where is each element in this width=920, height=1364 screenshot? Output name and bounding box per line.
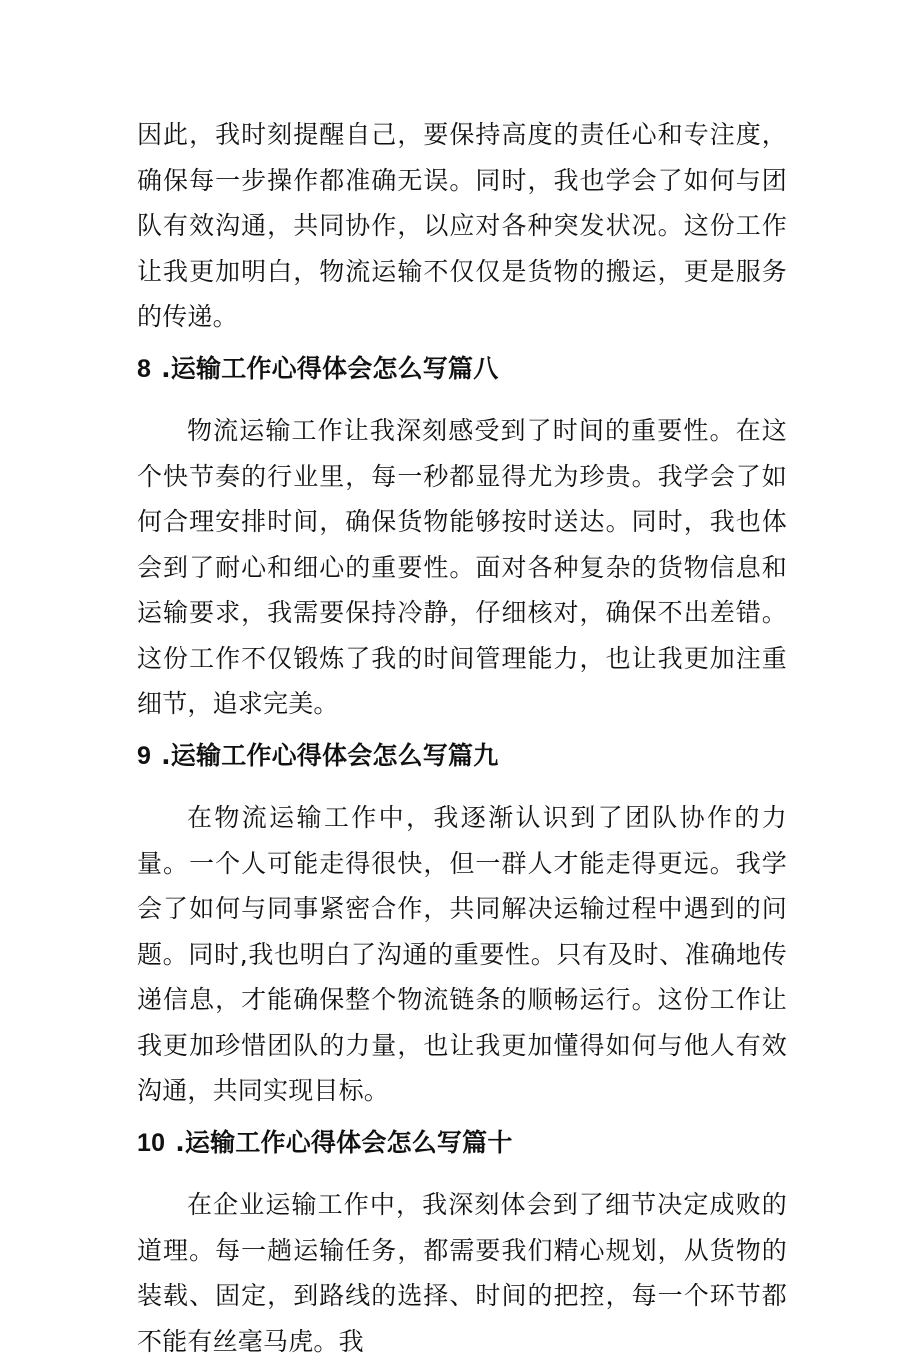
paragraph-continuation: 因此，我时刻提醒自己，要保持高度的责任心和专注度，确保每一步操作都准确无误。同时，我也学会了如何与团队有效沟通，共同协作，以应对各种突发状况。这份工作让我更加明白，物流运输不仅仅是货物的搬运，更是服务的传递。: [137, 120, 787, 331]
section-body-8: 物流运输工作让我深刻感受到了时间的重要性。在这个快节奏的行业里，每一秒都显得尤为珍贵。我学会了如何合理安排时间，确保货物能够按时送达。同时，我也体会到了耐心和细心的重要性。面对各种复杂的货物信息和运输要求，我需要保持冷静，仔细核对，确保不出差错。这份工作不仅锻炼了我的时间管理能力，也让我更加注重细节，追求完美。: [137, 416, 787, 718]
section-number: 8: [137, 354, 152, 383]
section-title: .运输工作心得体会怎么写篇九: [161, 740, 499, 770]
section-body-9: 在物流运输工作中，我逐渐认识到了团队协作的力量。一个人可能走得很快，但一群人才能走得更远。我学会了如何与同事紧密合作，共同解决运输过程中遇到的问题。同时,我也明白了沟通的重要性。只有及时、准确地传递信息，才能确保整个物流链条的顺畅运行。这份工作让我更加珍惜团队的力量，也让我更加懂得如何与他人有效沟通，共同实现目标。: [137, 803, 787, 1105]
section-number: 9: [137, 741, 152, 770]
spacer: [137, 1166, 787, 1182]
spacer: [137, 779, 787, 795]
section-heading-10: [137, 1120, 787, 1167]
section-heading-8: [137, 346, 787, 393]
section-heading-9: [137, 733, 787, 780]
section-title: .运输工作心得体会怎么写篇十: [175, 1127, 513, 1157]
section-body-10: 在企业运输工作中，我深刻体会到了细节决定成败的道理。每一趟运输任务，都需要我们精心规划，从货物的装载、固定，到路线的选择、时间的把控，每一个环节都不能有丝毫马虎。我: [137, 1190, 787, 1356]
document-body: [137, 112, 787, 1364]
spacer: [137, 392, 787, 408]
section-number: 10: [137, 1128, 166, 1157]
section-title: .运输工作心得体会怎么写篇八: [161, 353, 499, 383]
